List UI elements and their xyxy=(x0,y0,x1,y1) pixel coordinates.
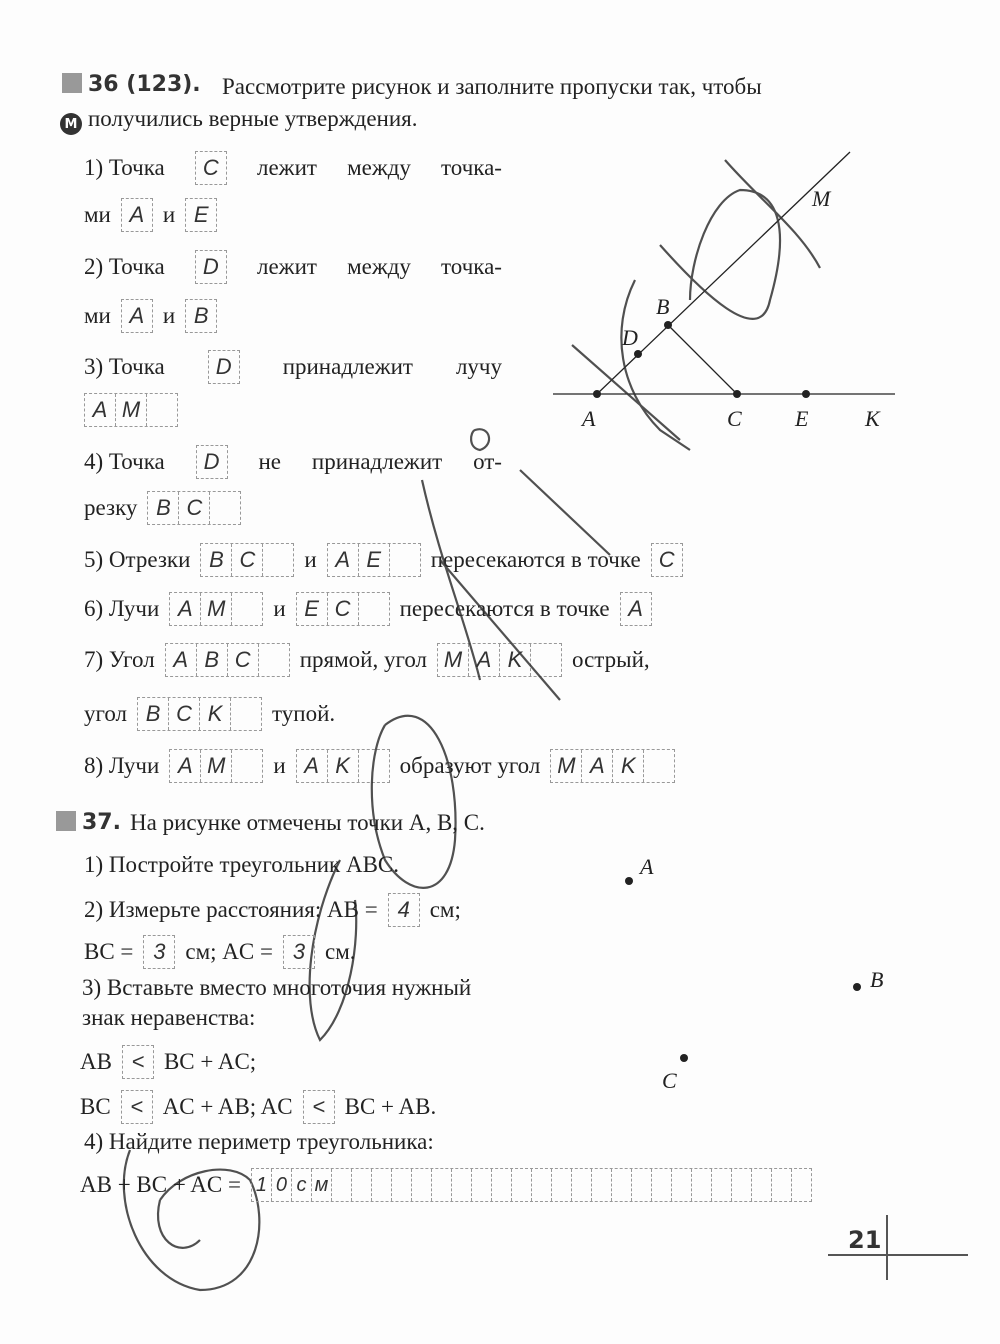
point-e xyxy=(802,390,810,398)
answer-cell[interactable]: C xyxy=(169,698,200,730)
task37-row-3 xyxy=(84,893,471,927)
statement-text: см. xyxy=(324,939,356,964)
statement-text: резку xyxy=(84,495,138,520)
m-badge-icon: М xyxy=(60,113,82,135)
task37-row-4 xyxy=(84,935,366,969)
point-a xyxy=(593,390,601,398)
answer-cell[interactable] xyxy=(452,1169,472,1201)
point-d xyxy=(634,350,642,358)
statement-text: лежит xyxy=(257,254,317,279)
point-c xyxy=(733,390,741,398)
answer-cell[interactable]: A xyxy=(582,750,613,782)
statement-text: 2) Измерьте расстояния: AB = xyxy=(84,897,378,922)
answer-cell[interactable] xyxy=(552,1169,572,1201)
task37-row-7 xyxy=(80,1045,266,1079)
statement-text: от- xyxy=(473,449,502,474)
point-37-c xyxy=(680,1054,688,1062)
statement-text: На рисунке отмечены точки A, B, C. xyxy=(130,810,485,835)
answer-cell[interactable] xyxy=(592,1169,612,1201)
answer-cell[interactable]: B xyxy=(197,644,228,676)
answer-cell[interactable] xyxy=(752,1169,772,1201)
task-36-number: 36 (123). xyxy=(62,72,201,97)
answer-cell[interactable]: A xyxy=(297,750,328,782)
answer-cell[interactable]: K xyxy=(500,644,531,676)
answer-box[interactable] xyxy=(283,935,315,969)
label-m: M xyxy=(812,186,831,211)
statement-text: 1) Точка xyxy=(84,155,165,180)
label-k: K xyxy=(865,406,880,431)
statement-text: AC + AB; AC xyxy=(162,1094,293,1119)
statement-text: 1) Постройте треугольник ABC. xyxy=(84,852,400,877)
answer-cell[interactable]: A xyxy=(628,596,643,621)
answer-cell[interactable] xyxy=(772,1169,792,1201)
answer-cell[interactable] xyxy=(512,1169,532,1201)
answer-cell[interactable] xyxy=(392,1169,412,1201)
label-b: B xyxy=(656,294,670,319)
statement-text: 5) Отрезки xyxy=(84,547,191,572)
statement-text: BC + AB. xyxy=(344,1094,437,1119)
statement-text: принадлежит xyxy=(311,449,443,474)
statement-text: 3) Точка xyxy=(84,354,165,379)
answer-box[interactable] xyxy=(303,1090,335,1124)
statement-text: 8) Лучи xyxy=(84,753,160,778)
answer-cell[interactable]: M xyxy=(116,394,147,426)
answer-cell[interactable]: K xyxy=(613,750,644,782)
answer-cell[interactable] xyxy=(612,1169,632,1201)
answer-box[interactable] xyxy=(121,1090,153,1124)
answer-cell[interactable] xyxy=(372,1169,392,1201)
statement-text: 3) Вставьте вместо многоточия нужный xyxy=(82,975,472,1000)
answer-cell[interactable] xyxy=(332,1169,352,1201)
answer-cell[interactable]: B xyxy=(193,303,209,328)
task37-row-5 xyxy=(82,971,481,1005)
answer-cell[interactable] xyxy=(572,1169,592,1201)
answer-cell[interactable]: D xyxy=(202,254,219,279)
statement-text: не xyxy=(258,449,282,474)
answer-cell[interactable]: A xyxy=(129,202,145,227)
statement-text: точка- xyxy=(441,254,502,279)
statement-text: образуют угол xyxy=(399,753,541,778)
answer-box[interactable] xyxy=(143,935,175,969)
answer-cell[interactable]: M xyxy=(201,750,232,782)
answer-box[interactable] xyxy=(388,893,420,927)
label-c: C xyxy=(727,406,742,431)
answer-cell[interactable] xyxy=(632,1169,652,1201)
answer-cell[interactable]: B xyxy=(138,698,169,730)
answer-cell[interactable]: M xyxy=(201,593,232,625)
statement-text: BC = xyxy=(84,939,134,964)
answer-cell[interactable]: A xyxy=(328,544,359,576)
answer-cell[interactable] xyxy=(672,1169,692,1201)
task-marker-icon xyxy=(56,811,76,831)
statement-text: острый, xyxy=(572,647,650,672)
statement-text: принадлежит xyxy=(282,354,413,379)
answer-cell[interactable] xyxy=(692,1169,712,1201)
answer-cell[interactable] xyxy=(472,1169,492,1201)
task37-row-2 xyxy=(84,848,409,882)
statement-text: пересекаются в точке xyxy=(430,547,641,572)
answer-cell[interactable]: A xyxy=(166,644,197,676)
answer-cell[interactable]: A xyxy=(129,303,145,328)
page-number: 21 xyxy=(848,1226,882,1254)
answer-cell[interactable]: 3 xyxy=(153,939,166,964)
answer-box[interactable] xyxy=(251,1168,812,1202)
answer-cell[interactable] xyxy=(652,1169,672,1201)
answer-cell[interactable]: K xyxy=(328,750,359,782)
task37-row-9 xyxy=(84,1125,444,1159)
task-36-text-line1: Рассмотрите рисунок и заполните пропуски так, чтобы xyxy=(222,74,762,99)
answer-cell[interactable] xyxy=(792,1169,811,1201)
answer-cell[interactable]: 3 xyxy=(292,939,306,964)
answer-cell[interactable]: 4 xyxy=(397,897,410,922)
statement-text: ми xyxy=(84,202,111,227)
statement-text: лежит xyxy=(257,155,317,180)
answer-cell[interactable]: D xyxy=(215,354,232,379)
answer-cell[interactable] xyxy=(532,1169,552,1201)
answer-cell[interactable]: C xyxy=(179,492,210,524)
statement-text: 6) Лучи xyxy=(84,596,160,621)
point-b xyxy=(664,321,672,329)
statement-text: см; AC = xyxy=(185,939,273,964)
answer-cell[interactable]: C xyxy=(328,593,359,625)
statement-text: 4) Точка xyxy=(84,449,165,474)
answer-cell[interactable]: C xyxy=(658,547,675,572)
statement-text: и xyxy=(162,202,176,227)
answer-cell[interactable]: A xyxy=(170,750,201,782)
statement-text: пересекаются в точке xyxy=(399,596,610,621)
statement-text: и xyxy=(273,753,286,778)
statement-text: прямой, угол xyxy=(299,647,428,672)
answer-cell[interactable]: D xyxy=(203,449,220,474)
point-37-b xyxy=(853,983,861,991)
statement-text: ми xyxy=(84,303,111,328)
answer-cell[interactable]: < xyxy=(312,1094,326,1119)
statement-text: BC + AC; xyxy=(163,1049,257,1074)
answer-cell[interactable]: K xyxy=(200,698,231,730)
answer-cell[interactable]: 0 xyxy=(272,1169,292,1201)
answer-cell[interactable]: C xyxy=(232,544,263,576)
label-a: A xyxy=(582,406,596,431)
label-37-c: C xyxy=(662,1068,677,1093)
answer-cell[interactable] xyxy=(432,1169,452,1201)
answer-cell[interactable] xyxy=(352,1169,372,1201)
answer-cell[interactable]: M xyxy=(438,644,469,676)
answer-cell[interactable] xyxy=(712,1169,732,1201)
answer-cell[interactable]: с xyxy=(292,1169,312,1201)
answer-cell[interactable]: C xyxy=(202,155,219,180)
answer-cell[interactable]: A xyxy=(469,644,500,676)
answer-cell[interactable]: E xyxy=(297,593,328,625)
answer-cell[interactable]: E xyxy=(359,544,390,576)
statement-text: и xyxy=(273,596,286,621)
task37-row-10 xyxy=(80,1168,822,1202)
statement-text: лучу xyxy=(455,354,502,379)
answer-cell[interactable]: < xyxy=(130,1094,144,1119)
statement-text: угол xyxy=(84,701,128,726)
statement-text: знак неравенства: xyxy=(82,1005,256,1030)
answer-cell[interactable]: B xyxy=(148,492,179,524)
answer-cell[interactable]: M xyxy=(551,750,582,782)
answer-cell[interactable] xyxy=(492,1169,512,1201)
task37-row-6 xyxy=(82,1001,265,1035)
answer-cell[interactable] xyxy=(412,1169,432,1201)
statement-text: между xyxy=(347,155,411,180)
statement-text: BC xyxy=(80,1094,111,1119)
answer-box[interactable] xyxy=(122,1045,154,1079)
label-37-a: A xyxy=(640,854,654,879)
statement-text: AB + BC + AC = xyxy=(80,1172,241,1197)
answer-cell[interactable]: A xyxy=(170,593,201,625)
statement-text: см; xyxy=(429,897,461,922)
statement-text: 7) Угол xyxy=(84,647,155,672)
label-37-b: B xyxy=(870,967,884,992)
statement-text: и xyxy=(162,303,176,328)
statement-text: 4) Найдите периметр треугольника: xyxy=(84,1129,434,1154)
segment-bc xyxy=(668,325,737,394)
statement-text: тупой. xyxy=(272,701,336,726)
answer-cell[interactable]: A xyxy=(85,394,116,426)
answer-cell[interactable]: C xyxy=(228,644,259,676)
task-37-number: 37. xyxy=(56,810,121,835)
statement-text: AB xyxy=(80,1049,112,1074)
task37-row-1 xyxy=(130,806,495,840)
answer-cell[interactable]: 1 xyxy=(252,1169,272,1201)
answer-cell[interactable]: < xyxy=(131,1049,145,1074)
answer-cell[interactable]: E xyxy=(193,202,209,227)
answer-cell[interactable] xyxy=(732,1169,752,1201)
statement-text: и xyxy=(304,547,317,572)
point-37-a xyxy=(625,877,633,885)
statement-text: 2) Точка xyxy=(84,254,165,279)
task-36-text-line2: получились верные утверждения. xyxy=(88,106,418,131)
label-d: D xyxy=(622,325,638,350)
answer-cell[interactable]: м xyxy=(312,1169,332,1201)
label-e: E xyxy=(795,406,809,431)
answer-cell[interactable]: B xyxy=(201,544,232,576)
statement-text: между xyxy=(347,254,411,279)
task37-row-8 xyxy=(80,1090,446,1124)
statement-text: точка- xyxy=(441,155,502,180)
